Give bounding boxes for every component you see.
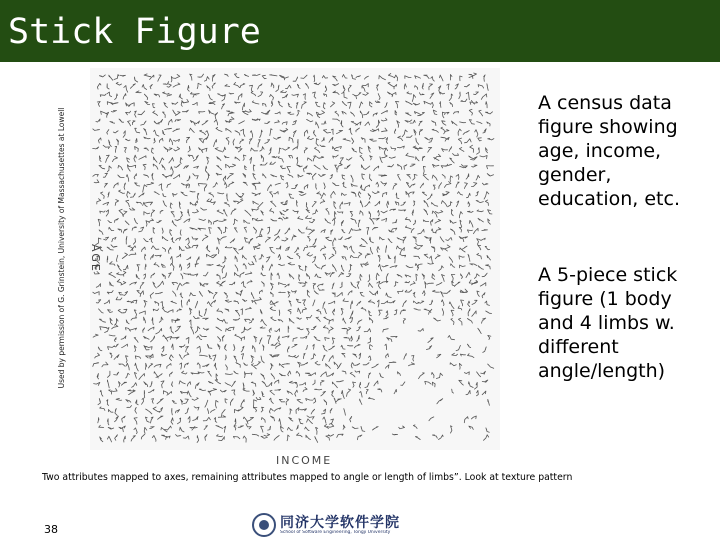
logo-chinese-text: 同济大学软件学院: [280, 515, 400, 531]
y-axis-label: AGE: [89, 244, 102, 273]
permission-credit: Used by permission of G. Grinstein, University of Massachusettes at Lowell: [57, 107, 66, 389]
university-logo: [252, 510, 422, 540]
page-number: 38: [44, 523, 58, 536]
description-stick-figure: A 5-piece stick figure (1 body and 4 limbs w. different angle/length): [538, 264, 678, 382]
title-bar: [0, 0, 720, 62]
caption: Two attributes mapped to axes, remaining attributes mapped to angle or length of limbs”. Look at texture pattern: [42, 472, 573, 483]
x-axis-label: INCOME: [276, 454, 333, 467]
slide-title: Stick Figure: [8, 12, 261, 52]
description-census: A census data figure showing age, income, gender, education, etc.: [538, 92, 680, 210]
stick-figure-plot: [76, 64, 508, 468]
logo-english-text: School of Software Engineering, Tongji University: [280, 530, 391, 535]
stick-figure-image: [76, 64, 508, 468]
university-emblem-icon: [252, 513, 276, 537]
